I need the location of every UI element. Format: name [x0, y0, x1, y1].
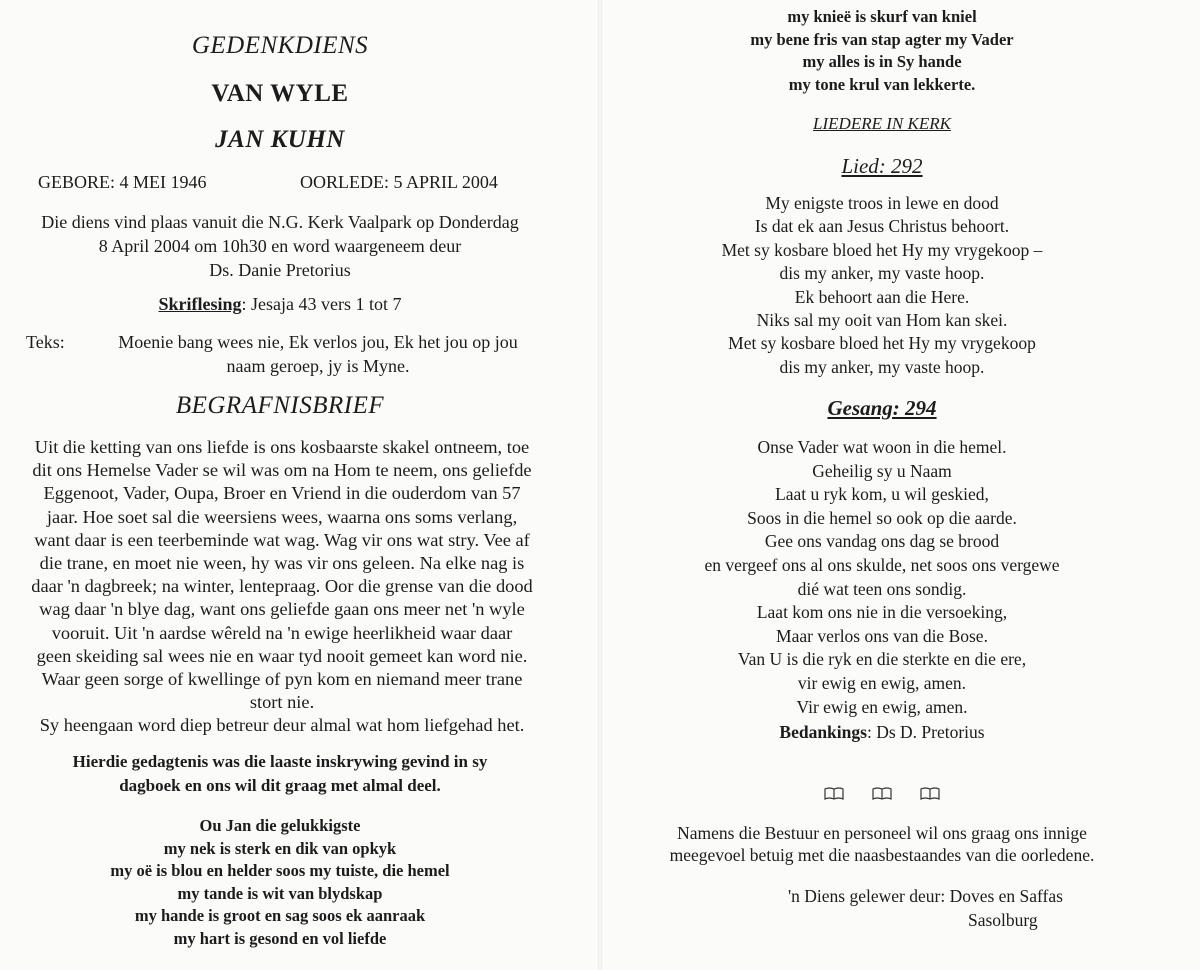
lyric-line: dis my anker, my vaste hoop.	[779, 263, 985, 284]
poem-line: my nek is sterk en dik van opkyk	[163, 838, 397, 858]
lyric-line: Laat u ryk kom, u wil geskied,	[775, 484, 989, 505]
memorial-title: GEDENKDIENS	[191, 32, 369, 59]
condolence-message	[602, 822, 1162, 866]
letter-line: vooruit. Uit 'n aardse wêreld na 'n ewige heerlikheid waar daar	[51, 622, 513, 643]
lyric-line: en vergeef ons al ons skulde, net soos ons vergewe	[704, 554, 1060, 575]
lyric-line: Van U is die ryk en die sterkte en die ere,	[737, 649, 1027, 670]
lyric-line: dis my anker, my vaste hoop.	[779, 356, 985, 377]
birth-date: GEBORE: 4 MEI 1946	[38, 172, 207, 192]
diary-note	[0, 750, 560, 798]
letter-line: die trane, en moet nie ween, hy was vir ons geleen. Na elke nag is	[39, 553, 525, 574]
open-book-icon	[872, 787, 892, 800]
letter-line: geen skeiding sal wees nie en waar tyd nooit gemeet kan word nie.	[36, 645, 528, 666]
lyric-line: Laat kom ons nie in die versoeking,	[756, 602, 1008, 623]
gesang-heading: Gesang: 294	[827, 396, 937, 420]
letter-line: want daar is een teerbeminde wat wag. Wag vir ons wat stry. Vee af	[34, 529, 530, 550]
poem-line: my tande is wit van blydskap	[177, 883, 383, 903]
songs-heading: LIEDERE IN KERK	[813, 114, 951, 133]
letter-line: wag daar 'n blye dag, want ons geliefde gaan ons meer net 'n wyle	[39, 599, 525, 620]
condolence-line: meegevoel betuig met die naasbestaandes van die oorledene.	[669, 845, 1095, 865]
letter-line: stort nie.	[249, 692, 315, 713]
lyric-line: Is dat ek aan Jesus Christus behoort.	[754, 216, 1010, 237]
letter-line: Sy heengaan word diep betreur deur almal wat hom liefgehad het.	[39, 715, 525, 736]
service-provider	[788, 884, 1148, 932]
note-line: Hierdie gedagtenis was die laaste inskrywing gevind in sy	[72, 752, 488, 771]
poem-line: my knieë is skurf van kniel	[787, 7, 977, 26]
service-details	[0, 210, 560, 282]
left-page	[0, 0, 598, 970]
poem-line: my hart is gesond en vol liefde	[173, 928, 387, 948]
letter-line: Eggenoot, Vader, Oupa, Broer en Vriend in die ouderdom van 57	[43, 483, 521, 504]
poem-line: my oë is blou en helder soos my tuiste, die hemel	[110, 861, 450, 880]
lyric-line: Met sy kosbare bloed het Hy my vrygekoop	[728, 333, 1036, 354]
letter-line: jaar. Hoe soet sal die weersiens wees, waarna ons soms verlang,	[46, 506, 518, 527]
scripture-label: Skriflesing	[158, 294, 242, 314]
lied-lyrics	[602, 192, 1162, 379]
poem-line: my tone krul van lekkerte.	[788, 74, 976, 94]
text-line: Moenie bang wees nie, Ek verlos jou, Ek het jou op jou	[118, 332, 518, 352]
memorial-subtitle: VAN WYLE	[211, 80, 349, 107]
lyric-line: Gee ons vandag ons dag se brood	[764, 531, 1000, 552]
ornament-row	[602, 784, 1162, 805]
text-body	[98, 330, 538, 378]
service-line: 8 April 2004 om 10h30 en word waargeneem deur	[98, 236, 462, 256]
lyric-line: My enigste troos in lewe en dood	[765, 193, 999, 213]
thanks-text: : Ds D. Pretorius	[866, 722, 985, 742]
funeral-letter	[6, 436, 558, 738]
lyric-line: vir ewig en ewig, amen.	[797, 672, 967, 693]
scripture-reading	[0, 294, 560, 315]
letter-line: dit ons Hemelse Vader se wil was om na Hom te neem, ons geliefde	[32, 460, 532, 481]
right-page	[602, 0, 1200, 970]
lyric-line: Vir ewig en ewig, amen.	[796, 696, 968, 717]
letter-line: Uit die ketting van ons liefde is ons kosbaarste skakel ontneem, toe	[34, 437, 530, 457]
lyric-line: Ek behoort aan die Here.	[794, 286, 970, 307]
lyric-line: dié wat teen ons sondig.	[797, 578, 967, 599]
service-line: Ds. Danie Pretorius	[209, 260, 351, 280]
provider-town: Sasolburg	[968, 910, 1038, 930]
lyric-line: Geheilig sy u Naam	[812, 460, 952, 481]
lyric-line: Met sy kosbare bloed het Hy my vrygekoop –	[721, 239, 1043, 260]
lyric-line: Niks sal my ooit van Hom kan skei.	[756, 310, 1008, 331]
letter-line: Waar geen sorge of kwellinge of pyn kom en niemand meer trane	[41, 669, 523, 690]
poem-part-2	[602, 6, 1162, 96]
service-line: Die diens vind plaas vanuit die N.G. Kerk Vaalpark op Donderdag	[41, 212, 519, 232]
text-label: Teks:	[26, 332, 65, 352]
lyric-line: Soos in die hemel so ook op die aarde.	[747, 507, 1017, 528]
letter-heading: BEGRAFNISBRIEF	[175, 392, 385, 419]
text-line: naam geroep, jy is Myne.	[226, 356, 410, 376]
deceased-name: JAN KUHN	[215, 126, 345, 153]
poem-line: my alles is in Sy hande	[802, 52, 962, 71]
lied-heading: Lied: 292	[841, 154, 923, 178]
thanks-label: Bedankings	[779, 722, 867, 742]
provider-line: 'n Diens gelewer deur: Doves en Saffas	[788, 886, 1063, 906]
condolence-line: Namens die Bestuur en personeel wil ons graag ons innige	[677, 823, 1087, 843]
poem-line: Ou Jan die gelukkigste	[199, 816, 361, 835]
poem-part-1	[0, 815, 560, 950]
poem-line: my hande is groot en sag soos ek aanraak	[134, 906, 426, 925]
scripture-text: : Jesaja 43 vers 1 tot 7	[241, 294, 402, 314]
lyric-line: Onse Vader wat woon in die hemel.	[757, 437, 1007, 457]
letter-line: daar 'n dagbreek; na winter, lentepraag. Oor die grense van die dood	[31, 576, 533, 597]
poem-line: my bene fris van stap agter my Vader	[750, 29, 1014, 49]
death-date: OORLEDE: 5 APRIL 2004	[300, 172, 498, 192]
thanks	[602, 722, 1162, 743]
open-book-icon	[920, 787, 940, 800]
note-line: dagboek en ons wil dit graag met almal deel.	[119, 776, 441, 795]
birth-death-dates	[38, 172, 558, 193]
lyric-line: Maar verlos ons van die Bose.	[776, 625, 988, 646]
gesang-lyrics	[602, 436, 1162, 719]
open-book-icon	[824, 787, 844, 800]
